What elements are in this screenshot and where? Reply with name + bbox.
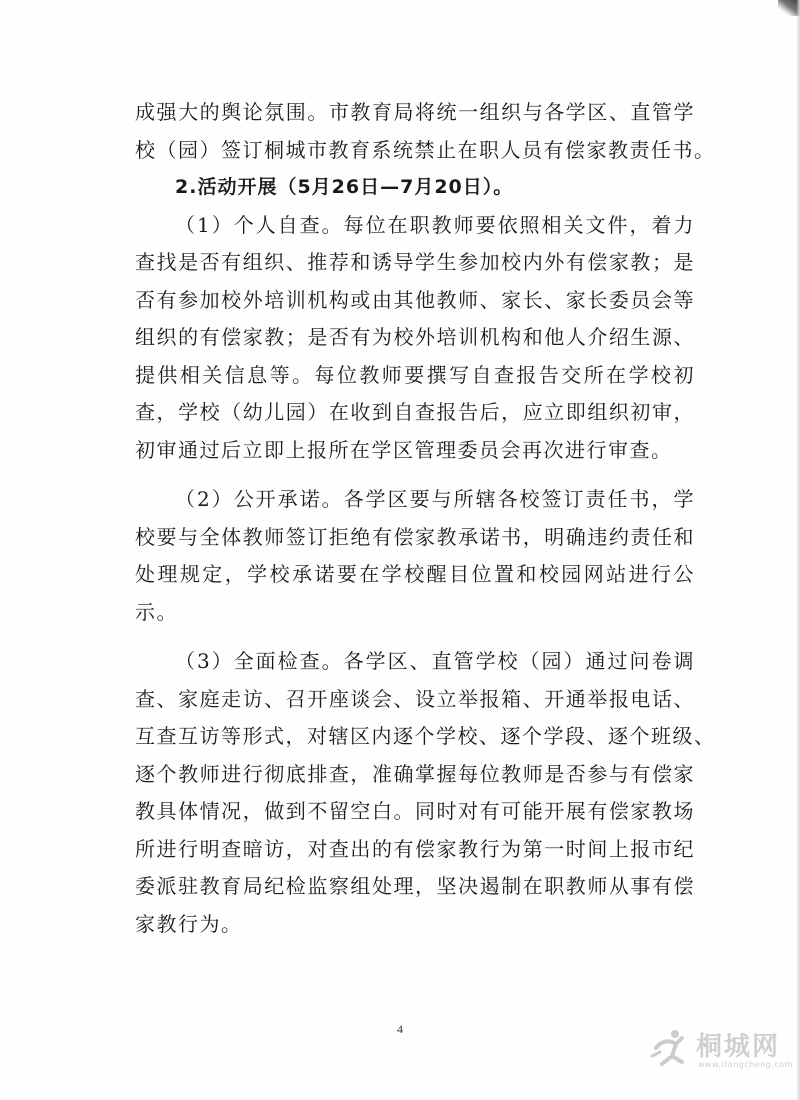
site-watermark xyxy=(648,1020,794,1080)
paragraph-3-line: 所进行明查暗访，对查出的有偿家教行为第一时间上报市纪 xyxy=(135,836,695,861)
paragraph-3-line: 查、家庭走访、召开座谈会、设立举报箱、开通举报电话、 xyxy=(135,686,695,711)
paragraph-1-line: 查，学校（幼儿园）在收到自查报告后，应立即组织初审， xyxy=(135,400,695,424)
paragraph-3-line: 逐个教师进行彻底排查，准确掌握每位教师是否参与有偿家 xyxy=(135,761,695,786)
section-heading: 2.活动开展（5月26日—7月20日）。 xyxy=(175,176,514,198)
paragraph-2-line: 处理规定，学校承诺要在学校醒目位置和校园网站进行公 xyxy=(135,562,695,586)
paragraph-1-line: 提供相关信息等。每位教师要撰写自查报告交所在学校初 xyxy=(135,362,695,387)
watermark-url: www.itongcheng.com xyxy=(698,1060,794,1069)
paragraph-3-line: 教具体情况，做到不留空白。同时对有可能开展有偿家教场 xyxy=(135,799,695,823)
document-body xyxy=(135,94,716,943)
running-figure-logo-icon xyxy=(648,1026,692,1070)
paragraph-1-line: 查找是否有组织、推荐和诱导学生参加校内外有偿家教；是 xyxy=(135,250,695,274)
paragraph-3-line: 委派驻教育局纪检监察组处理，坚决遏制在职教师从事有偿 xyxy=(135,874,695,898)
paragraph-3-line: 互查互访等形式，对辖区内逐个学校、逐个学段、逐个班级、 xyxy=(135,724,716,748)
paragraph-3-line: （3）全面检查。各学区、直管学校（园）通过问卷调 xyxy=(175,649,695,673)
watermark-name: 桐城网 xyxy=(696,1032,781,1062)
page-number: 4 xyxy=(397,1022,403,1036)
paragraph-2-line: 示。 xyxy=(135,599,178,624)
text-line: 校（园）签订桐城市教育系统禁止在职人员有偿家教责任书。 xyxy=(135,137,716,162)
scan-edge-shadow xyxy=(796,0,800,1100)
paragraph-3-line: 家教行为。 xyxy=(135,911,243,936)
paragraph-1-line: （1）个人自查。每位在职教师要依照相关文件，着力 xyxy=(175,212,695,237)
paragraph-1-line: 初审通过后立即上报所在学区管理委员会再次进行审查。 xyxy=(135,437,673,462)
paragraph-2-line: （2）公开承诺。各学区要与所辖各校签订责任书，学 xyxy=(175,487,695,511)
paragraph-1-line: 否有参加校外培训机构或由其他教师、家长、家长委员会等 xyxy=(135,287,695,312)
text-line: 成强大的舆论氛围。市教育局将统一组织与各学区、直管学 xyxy=(135,100,695,124)
paragraph-2-line: 校要与全体教师签订拒绝有偿家教承诺书，明确违约责任和 xyxy=(135,524,695,549)
paragraph-1-line: 组织的有偿家教；是否有为校外培训机构和他人介绍生源、 xyxy=(135,325,695,349)
